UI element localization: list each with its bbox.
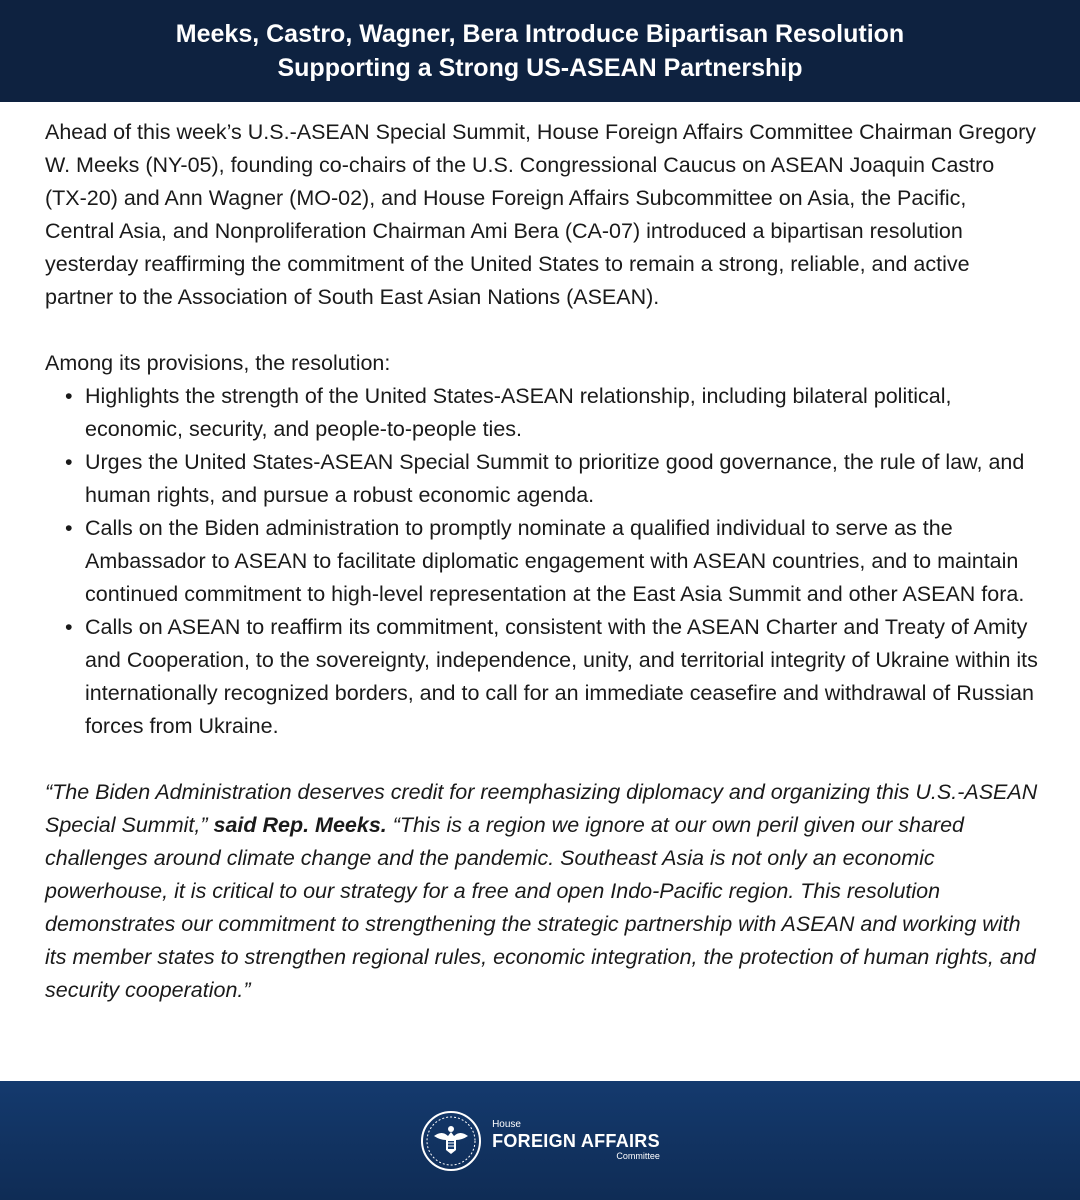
provisions-list — [45, 380, 1040, 743]
provisions-intro: Among its provisions, the resolution: — [45, 351, 391, 375]
logo-wordmark — [492, 1120, 660, 1161]
headline-line-1: Meeks, Castro, Wagner, Bera Introduce Bipartisan Resolution — [175, 20, 905, 48]
provision-text: Calls on ASEAN to reaffirm its commitment, consistent with the ASEAN Charter and Treaty of Amity and Cooperation, to the sovereignty, independence, unity, and territorial integrity of Ukraine within its internationally recognized borders, and to call for an immediate ceasefire and withdrawal of Russian forces from Ukraine. — [85, 615, 1038, 738]
list-item — [65, 611, 1040, 743]
bullet-icon: • — [65, 516, 73, 540]
quote-part-2: “This is a region we ignore at our own peril given our shared challenges around climate change and the pandemic. Southeast Asia is not only an economic powerhouse, it is critical to our strategy for a free and open Indo-Pacific region. This resolution demonstrates our commitment to strengthening the strategic partnership with ASEAN and working with its member states to strengthen regional rules, economic integration, the protection of human rights, and security cooperation.” — [45, 813, 1036, 1002]
logo-main-label: FOREIGN AFFAIRS — [492, 1131, 660, 1151]
quote-part-1: “The Biden Administration deserves credit for reemphasizing diplomacy and organizing this U.S.-ASEAN Special Summit,” — [45, 780, 1038, 837]
logo-house-label: House — [492, 1119, 521, 1130]
list-item — [65, 380, 1040, 446]
headline-line-2: Supporting a Strong US-ASEAN Partnership — [277, 54, 803, 82]
provision-text: Urges the United States-ASEAN Special Summit to prioritize good governance, the rule of law, and human rights, and pursue a robust economic agenda. — [85, 450, 1025, 507]
quote-attribution: said Rep. Meeks. — [213, 813, 387, 837]
quote-paragraph — [45, 776, 1040, 1007]
page-header — [0, 0, 1080, 102]
list-item — [65, 446, 1040, 512]
list-item — [65, 512, 1040, 611]
provision-text: Calls on the Biden administration to promptly nominate a qualified individual to serve as the Ambassador to ASEAN to facilitate diplomatic engagement with ASEAN countries, and to maintain continued commitment to high-level representation at the East Asia Summit and other ASEAN fora. — [85, 516, 1025, 606]
intro-paragraph: Ahead of this week’s U.S.-ASEAN Special Summit, House Foreign Affairs Committee Chairman Gregory W. Meeks (NY-05), founding co-chairs of the U.S. Congressional Caucus on ASEAN Joaquin Castro (TX-20) and Ann Wagner (MO-02), and House Foreign Affairs Subcommittee on Asia, the Pacific, Central Asia, and Nonproliferation Chairman Ami Bera (CA-07) introduced a bipartisan resolution yesterday reaffirming the commitment of the United States to remain a strong, reliable, and active partner to the Association of South East Asian Nations (ASEAN). — [45, 120, 1036, 309]
eagle-seal-icon — [420, 1110, 482, 1172]
bullet-icon: • — [65, 615, 73, 639]
committee-logo — [420, 1110, 660, 1172]
bullet-icon: • — [65, 450, 73, 474]
page-footer — [0, 1081, 1080, 1200]
provision-text: Highlights the strength of the United States-ASEAN relationship, including bilateral political, economic, security, and people-to-people ties. — [85, 384, 952, 441]
bullet-icon: • — [65, 384, 73, 408]
logo-committee-label: Committee — [616, 1151, 660, 1161]
article-body — [45, 116, 1040, 1007]
